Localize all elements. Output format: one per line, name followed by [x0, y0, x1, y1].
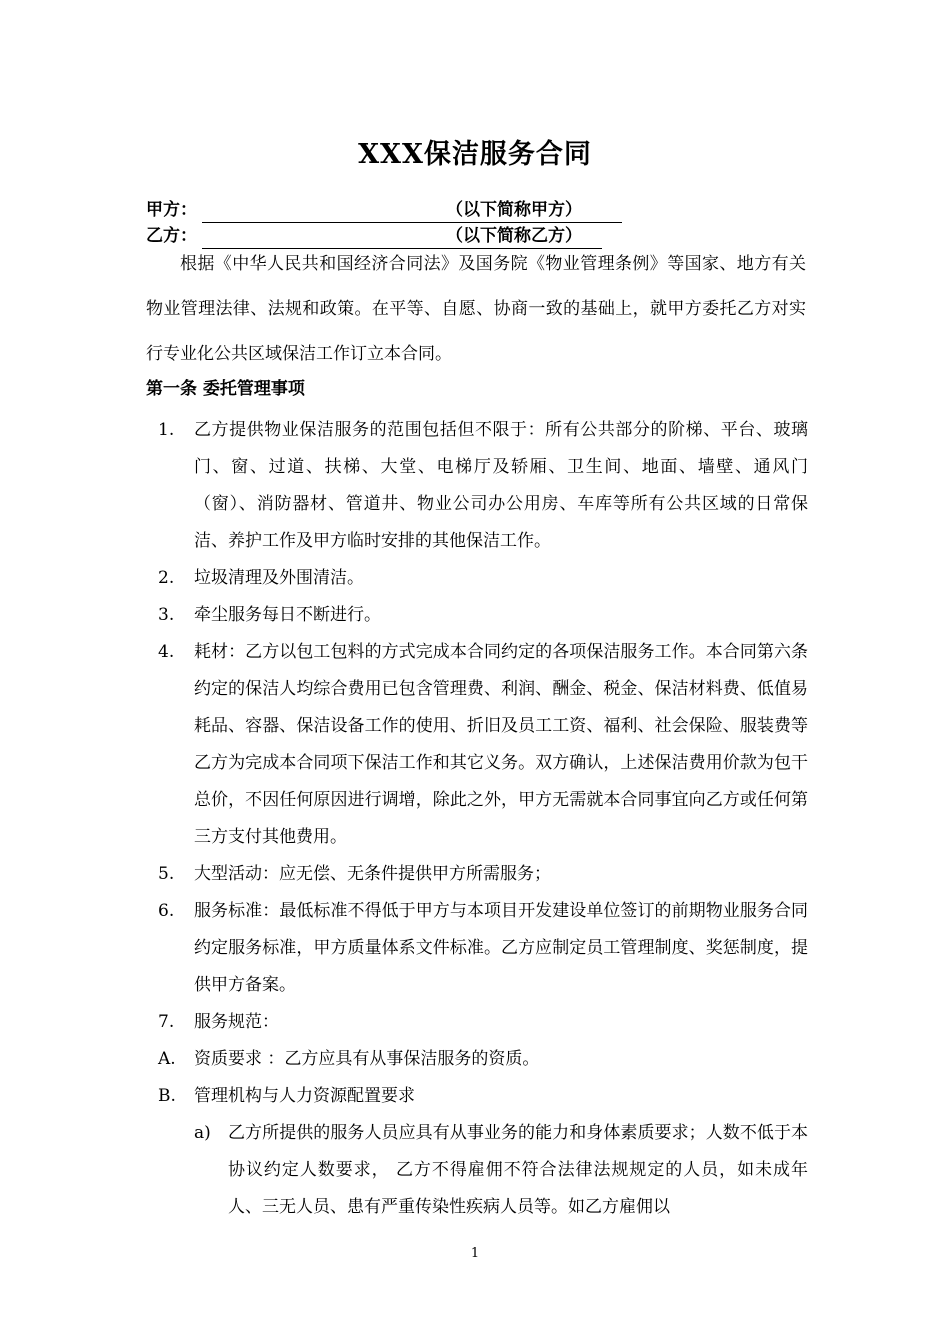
item-text: 垃圾清理及外围清洁。	[194, 568, 364, 588]
list-item	[146, 634, 808, 856]
list-item	[146, 856, 808, 893]
list-item	[146, 893, 808, 1004]
subitem-number: a)	[194, 1123, 211, 1143]
party-b-suffix: （以下简称乙方）	[446, 226, 582, 246]
party-a-label: 甲方：	[146, 200, 197, 220]
item-text: 乙方提供物业保洁服务的范围包括但不限于：所有公共部分的阶梯、平台、玻璃门、窗、过道、扶梯、大堂、电梯厅及轿厢、卫生间、地面、墙壁、通风门（窗）、消防器材、管道井、物业公司办公用房、车库等所有公共区域的日常保洁、养护工作及甲方临时安排的其他保洁工作。	[194, 420, 808, 551]
list-item	[146, 1004, 808, 1041]
item-text: 服务规范：	[194, 1012, 279, 1032]
item-number: 4.	[158, 642, 175, 662]
item-number: 3.	[158, 605, 175, 625]
subitem-text: 乙方所提供的服务人员应具有从事业务的能力和身体素质要求；人数不低于本协议约定人数要求， 乙方不得雇佣不符合法律法规规定的人员，如未成年人、三无人员、患有严重传染性疾病人员等。如乙方雇佣以	[228, 1123, 808, 1217]
item-number: 7.	[158, 1012, 175, 1032]
page-number: 1	[470, 1246, 480, 1261]
list-item	[146, 597, 808, 634]
intro-paragraph: 根据《中华人民共和国经济合同法》及国务院《物业管理条例》等国家、地方有关物业管理法律、法规和政策。在平等、自愿、协商一致的基础上，就甲方委托乙方对实行专业化公共区域保洁工作订立本合同。	[146, 254, 806, 364]
party-a-suffix: （以下简称甲方）	[446, 200, 582, 220]
list-item	[146, 1078, 808, 1115]
item-number: B.	[158, 1086, 176, 1106]
item-text: 牵尘服务每日不断进行。	[194, 605, 381, 625]
list-item	[146, 560, 808, 597]
document-title: XXX保洁服务合同	[358, 139, 592, 170]
party-b-label: 乙方：	[146, 226, 197, 246]
item-number: 6.	[158, 901, 175, 921]
list-item	[146, 1041, 808, 1078]
item-text: 大型活动：应无偿、无条件提供甲方所需服务；	[194, 864, 551, 884]
item-number: A.	[158, 1049, 176, 1069]
sub-list-item	[146, 1115, 808, 1226]
item-text: 资质要求 ：乙方应具有从事保洁服务的资质。	[194, 1049, 540, 1069]
party-a-line	[146, 197, 622, 223]
item-number: 2.	[158, 568, 175, 588]
item-number: 5.	[158, 864, 175, 884]
section-1-title: 第一条 委托管理事项	[146, 379, 305, 399]
item-text: 耗材：乙方以包工包料的方式完成本合同约定的各项保洁服务工作。本合同第六条约定的保洁人均综合费用已包含管理费、利润、酬金、税金、保洁材料费、低值易耗品、容器、保洁设备工作的使用、折旧及员工工资、福利、社会保险、服装费等乙方为完成本合同项下保洁工作和其它义务。双方确认，上述保洁费用价款为包干总价，不因任何原因进行调增，除此之外，甲方无需就本合同事宜向乙方或任何第三方支付其他费用。	[194, 642, 808, 847]
list-item	[146, 412, 808, 560]
item-text: 管理机构与人力资源配置要求	[194, 1086, 415, 1106]
item-number: 1.	[158, 420, 175, 440]
item-text: 服务标准：最低标准不得低于甲方与本项目开发建设单位签订的前期物业服务合同约定服务标准，甲方质量体系文件标准。乙方应制定员工管理制度、奖惩制度，提供甲方备案。	[194, 901, 808, 995]
clause-list	[146, 412, 808, 1226]
